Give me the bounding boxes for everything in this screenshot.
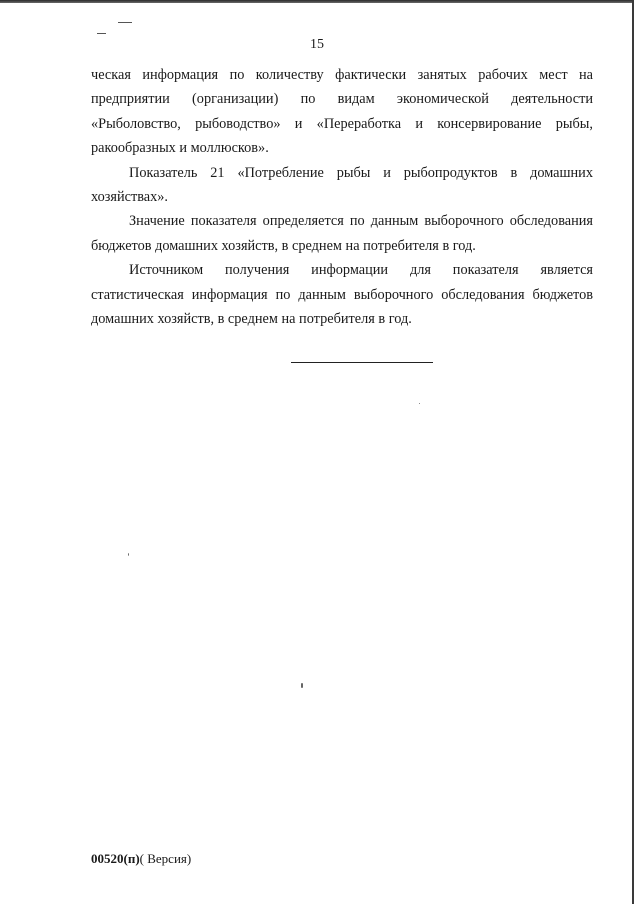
paragraph: ческая информация по количеству фактически занятых рабочих мест на предприятии (организации) по видам экономической деятельности «Рыболовство, рыбоводство» и «Переработка и консервирование рыбы, ракообразных и моллюсков». [91,67,593,157]
document-code: 00520(п) [91,851,140,866]
scan-artifact [118,22,132,23]
scan-speck [301,683,303,688]
paragraph: Источником получения информации для показателя является статистическая информация по данным выборочного обследования бюджетов домашних хозяйств, в среднем на потребителя в год. [91,262,593,328]
paragraph: Значение показателя определяется по данным выборочного обследования бюджетов домашних хозяйств, в среднем на потребителя в год. [91,213,593,254]
paragraph: Показатель 21 «Потребление рыбы и рыбопродуктов в домашних хозяйствах». [91,164,593,206]
document-version: ( Версия) [139,851,192,866]
page-number: 15 [310,37,324,52]
scan-top-edge [0,0,634,3]
scan-speck [419,403,420,404]
scan-speck [128,553,129,556]
document-footer-code [91,851,191,867]
document-body [91,63,593,331]
scan-artifact [97,33,106,34]
section-divider [291,362,433,363]
